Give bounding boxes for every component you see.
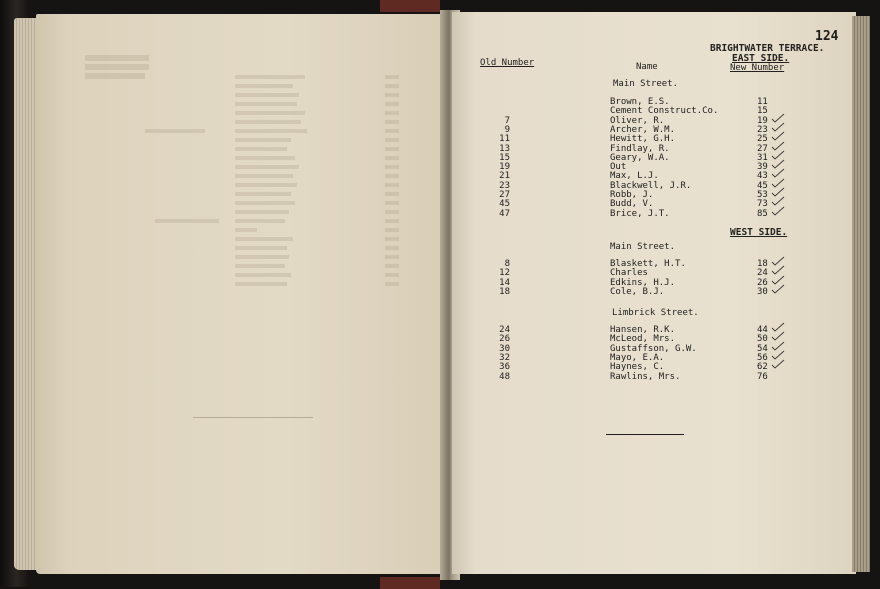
new-number-header: New Number	[730, 63, 785, 73]
occupant-name: Hansen, R.K.	[610, 325, 676, 335]
new-number: 76	[757, 371, 768, 382]
end-rule	[606, 434, 684, 435]
occupant-name: Haynes, C.	[610, 362, 665, 373]
new-number: 45	[757, 180, 768, 191]
register-row	[0, 372, 880, 382]
occupant-name: Mayo, E.A.	[610, 352, 665, 363]
east-side-heading: EAST SIDE.	[732, 53, 790, 64]
street-heading-main-east: Main Street.	[613, 79, 679, 89]
new-number: 85	[757, 208, 768, 219]
new-number: 18	[757, 259, 768, 269]
occupant-name: Findlay, R.	[610, 143, 670, 154]
old-number: 24	[499, 325, 510, 335]
occupant-name: Gustaffson, G.W.	[610, 343, 697, 354]
street-heading-limbrick: Limbrick Street.	[612, 308, 699, 318]
new-number: 62	[757, 362, 768, 373]
new-number: 39	[757, 162, 768, 173]
new-number: 31	[757, 152, 768, 163]
occupant-name: Archer, W.M.	[610, 124, 676, 135]
occupant-name: Brown, E.S.	[610, 97, 670, 107]
page-number: 124	[815, 29, 839, 44]
old-number: 45	[499, 199, 510, 210]
new-number: 43	[757, 171, 768, 182]
occupant-name: Cole, B.J.	[610, 286, 665, 297]
checkmark-icon	[771, 206, 785, 216]
new-number: 54	[757, 343, 768, 354]
new-number: 50	[757, 334, 768, 345]
occupant-name: Rawlins, Mrs.	[610, 371, 681, 382]
old-number: 13	[499, 143, 510, 154]
old-number: 47	[499, 208, 510, 219]
old-number: 11	[499, 134, 510, 145]
old-number-header: Old Number	[480, 58, 535, 68]
old-number: 7	[504, 115, 510, 126]
occupant-name: Hewitt, G.H.	[610, 134, 676, 145]
old-number: 14	[499, 277, 510, 288]
old-number: 23	[499, 180, 510, 191]
new-number: 53	[757, 190, 768, 200]
new-number: 56	[757, 352, 768, 363]
old-number: 26	[499, 334, 510, 345]
old-number: 8	[504, 259, 510, 269]
occupant-name: McLeod, Mrs.	[610, 334, 676, 345]
old-number: 32	[499, 352, 510, 363]
checkmark-icon	[771, 284, 785, 294]
old-number: 30	[499, 343, 510, 354]
old-number: 15	[499, 152, 510, 163]
old-number: 18	[499, 286, 510, 297]
new-number: 19	[757, 115, 768, 126]
new-number: 73	[757, 199, 768, 210]
spine-binding-top	[380, 0, 440, 12]
new-number: 25	[757, 134, 768, 145]
old-number: 19	[499, 162, 510, 173]
new-number: 24	[757, 268, 768, 279]
register-row	[0, 209, 880, 219]
occupant-name: Robb, J.	[610, 190, 654, 200]
occupant-name: Edkins, H.J.	[610, 277, 676, 288]
occupant-name: Blackwell, J.R.	[610, 180, 692, 191]
old-number: 27	[499, 190, 510, 200]
new-number: 23	[757, 124, 768, 135]
occupant-name: Out	[610, 162, 627, 173]
new-number: 26	[757, 277, 768, 288]
occupant-name: Charles	[610, 268, 648, 279]
old-number: 36	[499, 362, 510, 373]
spine-binding-bottom	[380, 577, 440, 589]
old-number: 9	[504, 124, 510, 135]
name-header: Name	[636, 62, 658, 72]
register-row	[0, 287, 880, 297]
occupant-name: Budd, V.	[610, 199, 654, 210]
old-number: 12	[499, 268, 510, 279]
new-number: 15	[757, 106, 768, 117]
new-number: 44	[757, 325, 768, 335]
left-page-bleed-rule	[193, 417, 313, 418]
occupant-name: Cement Construct.Co.	[610, 106, 719, 117]
checkmark-icon	[771, 359, 785, 369]
occupant-name: Geary, W.A.	[610, 152, 670, 163]
terrace-heading: BRIGHTWATER TERRACE.	[710, 43, 825, 54]
new-number: 30	[757, 286, 768, 297]
old-number: 48	[499, 371, 510, 382]
old-number: 21	[499, 171, 510, 182]
street-heading-main-west: Main Street.	[610, 242, 676, 252]
new-number: 27	[757, 143, 768, 154]
west-side-heading: WEST SIDE.	[730, 227, 788, 238]
occupant-name: Brice, J.T.	[610, 208, 670, 219]
occupant-name: Blaskett, H.T.	[610, 259, 686, 269]
occupant-name: Max, L.J.	[610, 171, 659, 182]
occupant-name: Oliver, R.	[610, 115, 665, 126]
new-number: 11	[757, 97, 768, 107]
